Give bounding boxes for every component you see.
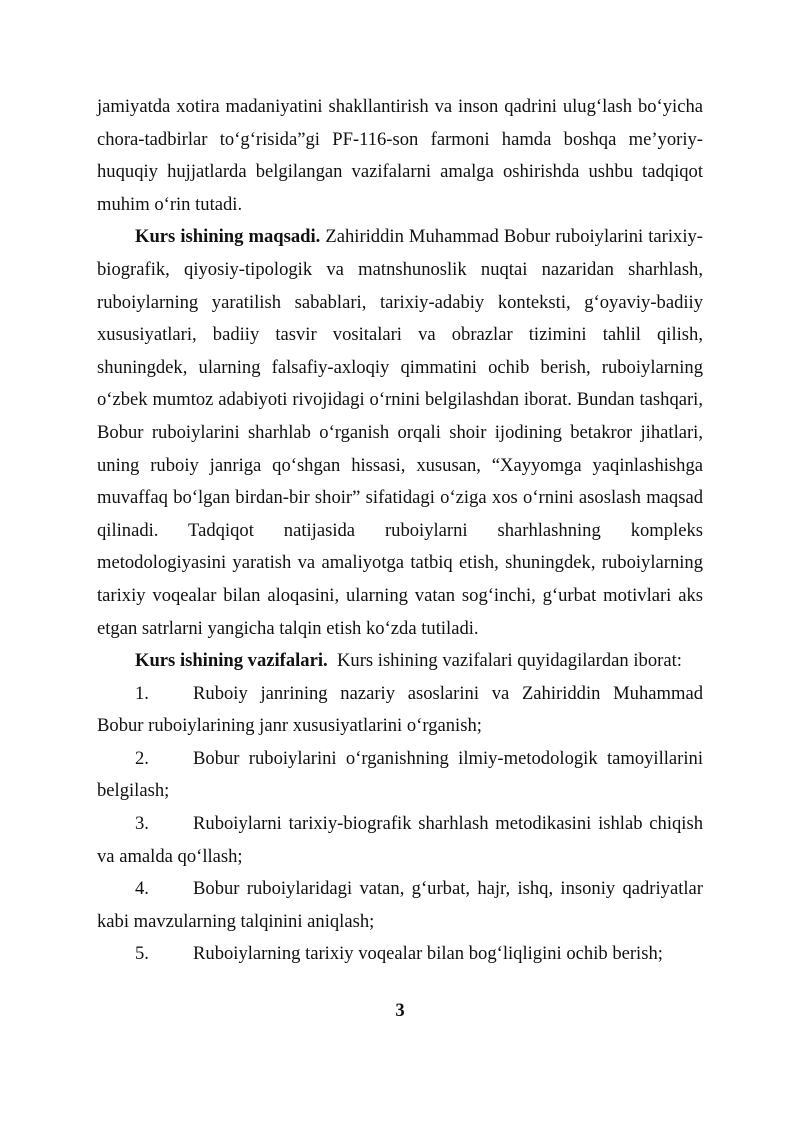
goal-heading: Kurs ishining maqsadi. [135, 226, 321, 248]
tasks-intro-text: Kurs ishining vazifalari quyidagilardan iborat: [327, 650, 682, 672]
task-item-3 [97, 808, 703, 873]
task-number: 2. [135, 747, 149, 769]
task-item-1 [97, 678, 703, 743]
task-text: Ruboiy janrining nazariy asoslarini va Zahiriddin Muhammad Bobur ruboiylarining janr xususiyatlarini o‘rganish; [97, 682, 703, 737]
task-item-5 [97, 938, 703, 971]
task-text: Bobur ruboiylaridagi vatan, g‘urbat, hajr, ishq, insoniy qadriyatlar kabi mavzularning talqinini aniqlash; [97, 878, 703, 932]
task-number: 3. [135, 813, 149, 835]
task-text: Ruboiylarni tarixiy-biografik sharhlash metodikasini ishlab chiqish va amalda qo‘llash; [97, 813, 703, 867]
task-number: 4. [135, 878, 149, 900]
task-item-4 [97, 873, 703, 938]
document-page [97, 91, 703, 971]
page-number: 3 [395, 1000, 405, 1021]
task-number: 1. [135, 682, 149, 704]
intro-paragraph: jamiyatda xotira madaniyatini shakllantirish va inson qadrini ulug‘lash bo‘yicha chora-tadbirlar to‘g‘risida”gi PF-116-son farmoni hamda boshqa me’yoriy-huquqiy hujjatlarda belgilangan vazifalarni amalga oshirishda ushbu tadqiqot muhim o‘rin tutadi. [97, 96, 703, 215]
task-text: Bobur ruboiylarini o‘rganishning ilmiy-metodologik tamoyillarini belgilash; [97, 747, 703, 802]
task-item-2 [97, 743, 703, 808]
goal-text: Zahiriddin Muhammad Bobur ruboiylarini tarixiy-biografik, qiyosiy-tipologik va matnshunoslik nuqtai nazaridan sharhlash, ruboiylarning yaratilish sabablari, tarixiy-adabiy konteksti, g‘oyaviy-badiiy xususiyatlari, badiiy tasvir vositalari va obrazlar tizimini tahlil qilish, shuningdek, ularning falsafiy-axloqiy qimmatini ochib berish, ruboiylarning o‘zbek mumtoz adabiyoti rivojidagi o‘rnini belgilashdan iborat. Bundan tashqari, Bobur ruboiylarini sharhlab o‘rganish orqali shoir ijodining betakror jihatlari, uning ruboiy janriga qo‘shgan hissasi, xususan, “Xayyomga yaqinlashishga muvaffaq bo‘lgan birdan-bir shoir” sifatidagi o‘ziga xos o‘rnini asoslash maqsad qilinadi. Tadqiqot natijasida ruboiylarni sharhlashning kompleks metodologiyasini yaratish va amaliyotga tatbiq etish, shuningdek, ruboiylarning tarixiy voqealar bilan aloqasini, ularning vatan sog‘inchi, g‘urbat motivlari aks etgan satrlarni yangicha talqin etish ko‘zda tutiladi. [97, 226, 703, 639]
tasks-heading: Kurs ishining vazifalari. [135, 650, 328, 672]
goal-paragraph [97, 221, 703, 645]
task-text: Ruboiylarning tarixiy voqealar bilan bog‘liqligini ochib berish; [193, 943, 663, 965]
tasks-paragraph [97, 645, 703, 678]
task-number: 5. [135, 943, 149, 965]
